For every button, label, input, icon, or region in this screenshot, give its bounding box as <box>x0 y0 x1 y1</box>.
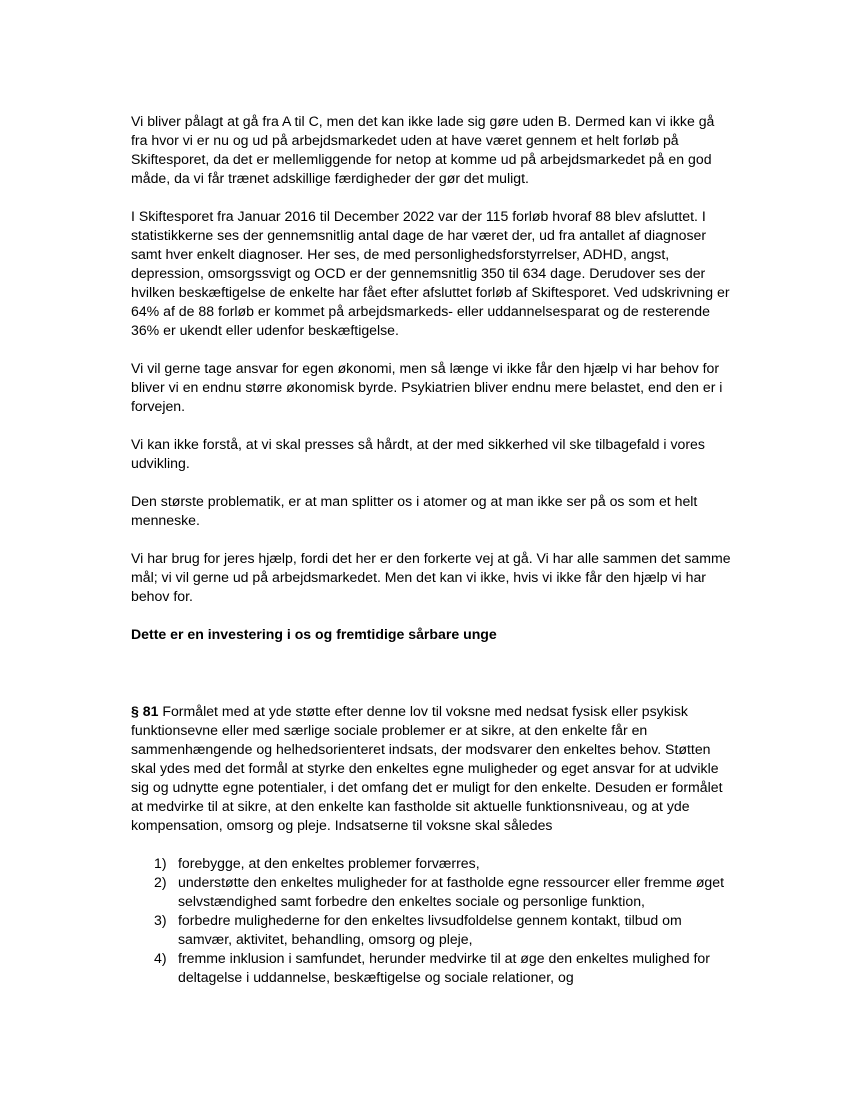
law-item-text: fremme inklusion i samfundet, herunder medvirke til at øge den enkeltes mulighed for deltagelse i uddannelse, beskæftigelse og sociale relationer, og <box>178 950 710 985</box>
heading-investment: Dette er en investering i os og fremtidige sårbare unge <box>131 626 497 642</box>
law-item-2 <box>131 873 731 911</box>
law-item-3 <box>131 911 731 949</box>
law-item-text: forebygge, at den enkeltes problemer forværres, <box>178 855 480 871</box>
law-item-number: 4) <box>154 950 167 966</box>
paragraph-statistics: I Skiftesporet fra Januar 2016 til December 2022 var der 115 forløb hvoraf 88 blev afsluttet. I statistikkerne ses der gennemsnitlig antal dage de har været der, ud fra antallet af diagnoser samt hver enkelt diagnoser. Her ses, de med personlighedsforstyrrelser, ADHD, angst, depression, omsorgssvigt og OCD er der gennemsnitlig 350 til 634 dage. Derudover ses der hvilken beskæftigelse de enkelte har fået efter afsluttet forløb af Skiftesporet. Ved udskrivning er 64% af de 88 forløb er kommet på arbejdsmarkeds- eller uddannelsesparat og de resterende 36% er ukendt eller udenfor beskæftigelse. <box>131 208 730 338</box>
law-item-4 <box>131 949 731 987</box>
law-item-text: forbedre mulighederne for den enkeltes livsudfoldelse gennem kontakt, tilbud om samvær, aktivitet, behandling, omsorg og pleje, <box>178 912 682 947</box>
paragraph-economy: Vi vil gerne tage ansvar for egen økonomi, men så længe vi ikke får den hjælp vi har behov for bliver vi en endnu større økonomisk byrde. Psykiatrien bliver endnu mere belastet, end den er i forvejen. <box>131 360 723 414</box>
paragraph-intro: Vi bliver pålagt at gå fra A til C, men det kan ikke lade sig gøre uden B. Dermed kan vi ikke gå fra hvor vi er nu og ud på arbejdsmarkedet uden at have været gennem et helt forløb på Skiftesporet, da det er mellemliggende for netop at komme ud på arbejdsmarkedet på en god måde, da vi får trænet adskillige færdigheder der gør det muligt. <box>131 113 715 186</box>
law-section-label: § 81 <box>131 703 159 719</box>
law-item-text: understøtte den enkeltes muligheder for at fastholde egne ressourcer eller fremme øget selvstændighed samt forbedre den enkeltes sociale og personlige funktion, <box>178 874 725 909</box>
law-item-1 <box>131 854 731 873</box>
law-item-number: 2) <box>154 874 167 890</box>
paragraph-help: Vi har brug for jeres hjælp, fordi det her er den forkerte vej at gå. Vi har alle sammen det samme mål; vi vil gerne ud på arbejdsmarkedet. Men det kan vi ikke, hvis vi ikke får den hjælp vi har behov for. <box>131 550 731 604</box>
law-item-number: 3) <box>154 912 167 928</box>
law-item-number: 1) <box>154 855 167 871</box>
law-paragraph <box>131 702 731 835</box>
paragraph-problem: Den største problematik, er at man splitter os i atomer og at man ikke ser på os som et helt menneske. <box>131 493 698 528</box>
law-text: Formålet med at yde støtte efter denne lov til voksne med nedsat fysisk eller psykisk funktionsevne eller med særlige sociale problemer er at sikre, at den enkelte får en sammenhængende og helhedsorienteret indsats, der modsvarer den enkeltes behov. Støtten skal ydes med det formål at styrke den enkeltes egne muligheder og eget ansvar for at udvikle sig og udnytte egne potentialer, i det omfang det er muligt for den enkelte. Desuden er formålet at medvirke til at sikre, at den enkelte kan fastholde sit aktuelle funktionsniveau, og at yde kompensation, omsorg og pleje. Indsatserne til voksne skal således <box>131 703 723 833</box>
paragraph-pressure: Vi kan ikke forstå, at vi skal presses så hårdt, at der med sikkerhed vil ske tilbagefald i vores udvikling. <box>131 436 705 471</box>
law-list <box>131 854 731 987</box>
